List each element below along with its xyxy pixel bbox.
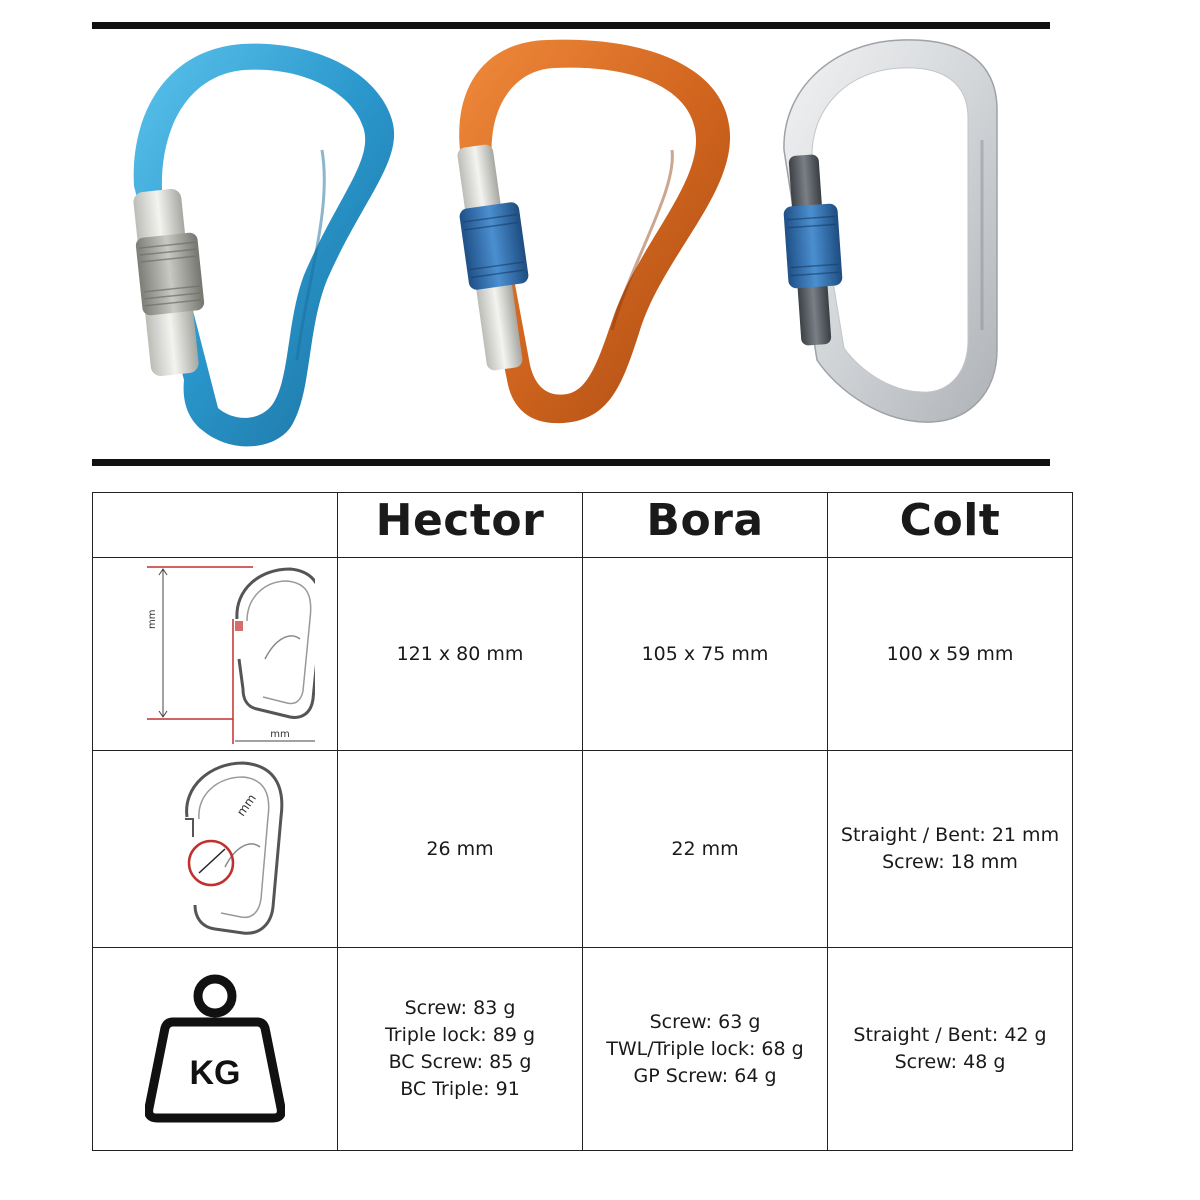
weight-value-line: TWL/Triple lock: 68 g bbox=[606, 1037, 804, 1060]
weight-value bbox=[338, 948, 583, 1151]
comparison-table bbox=[92, 492, 1073, 1151]
bottom-divider bbox=[92, 459, 1050, 466]
top-divider bbox=[92, 22, 1050, 29]
gate-value bbox=[338, 751, 583, 948]
dimensions-value: 100 x 59 mm bbox=[828, 558, 1073, 751]
gate-value-line: 22 mm bbox=[671, 837, 739, 860]
model-name: Bora bbox=[646, 495, 764, 546]
weight-value-line: BC Triple: 91 bbox=[400, 1078, 520, 1100]
model-header bbox=[583, 493, 828, 558]
dimensions-row bbox=[93, 558, 1073, 751]
carabiner-photos bbox=[92, 30, 1050, 458]
weight-icon-cell bbox=[93, 948, 338, 1151]
weight-value-line: BC Screw: 85 g bbox=[388, 1051, 532, 1073]
carabiner-gate-opening-icon bbox=[125, 757, 305, 942]
weight-value-line: Screw: 63 g bbox=[649, 1010, 761, 1033]
dimensions-value: 121 x 80 mm bbox=[338, 558, 583, 751]
gate-value-line: Straight / Bent: 21 mm bbox=[840, 824, 1060, 846]
kg-weight-icon bbox=[145, 974, 285, 1124]
model-header bbox=[338, 493, 583, 558]
corner-cell bbox=[93, 493, 338, 558]
header-row bbox=[93, 493, 1073, 558]
blue-carabiner bbox=[133, 44, 395, 447]
weight-row bbox=[93, 948, 1073, 1151]
gate-value bbox=[583, 751, 828, 948]
dimensions-value: 105 x 75 mm bbox=[583, 558, 828, 751]
silver-carabiner bbox=[783, 40, 997, 422]
carabiner-dimensions-icon bbox=[115, 559, 315, 749]
width-label: mm bbox=[270, 729, 290, 740]
kg-label: KG bbox=[189, 1054, 241, 1092]
height-label: mm bbox=[147, 609, 158, 629]
orange-carabiner bbox=[456, 40, 730, 423]
weight-value-line: Screw: 48 g bbox=[894, 1051, 1006, 1073]
weight-value-line: Triple lock: 89 g bbox=[384, 1024, 536, 1046]
model-header bbox=[828, 493, 1073, 558]
weight-value-line: Straight / Bent: 42 g bbox=[853, 1024, 1047, 1046]
gate-value bbox=[828, 751, 1073, 948]
gate-icon-cell bbox=[93, 751, 338, 948]
weight-value bbox=[828, 948, 1073, 1151]
weight-value-line: GP Screw: 64 g bbox=[633, 1064, 777, 1087]
weight-value-line: Screw: 83 g bbox=[404, 997, 516, 1019]
dimensions-icon-cell bbox=[93, 558, 338, 751]
gate-label: mm bbox=[233, 791, 259, 819]
model-name: Colt bbox=[899, 495, 1001, 546]
weight-value bbox=[583, 948, 828, 1151]
gate-value-line: Screw: 18 mm bbox=[882, 851, 1018, 873]
gate-opening-row bbox=[93, 751, 1073, 948]
model-name: Hector bbox=[375, 495, 545, 546]
gate-value-line: 26 mm bbox=[426, 837, 494, 860]
